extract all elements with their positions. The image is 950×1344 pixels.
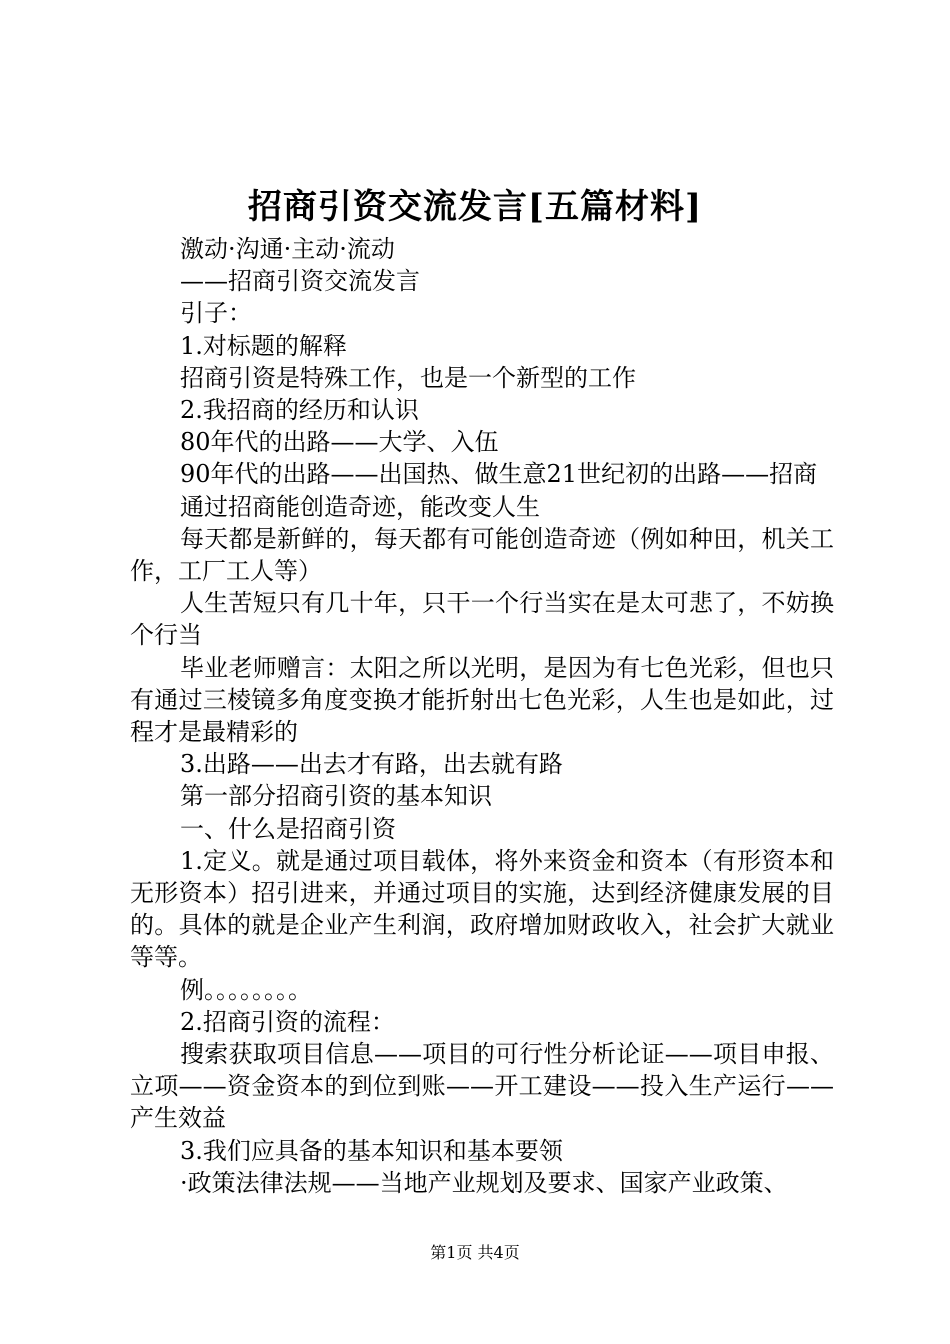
document-title: 招商引资交流发言[五篇材料] [247, 187, 703, 227]
paragraph: 1.定义。就是通过项目载体，将外来资金和资本（有形资本和无形资本）招引进来，并通过项目的实施，达到经济健康发展的目的。具体的就是企业产生利润，政府增加财政收入，社会扩大就业等等。 [130, 846, 834, 972]
paragraph: 1.对标题的解释 [180, 331, 347, 360]
paragraph: 90年代的出路——出国热、做生意21世纪初的出路——招商 [180, 460, 818, 489]
paragraph: 例。。。。。。。。 [180, 975, 312, 1004]
paragraph: 2.我招商的经历和认识 [180, 396, 419, 425]
paragraph: 搜索获取项目信息——项目的可行性分析论证——项目申报、立项——资金资本的到位到账——开工建设——投入生产运行——产生效益 [130, 1040, 834, 1133]
paragraph: 引子： [180, 299, 252, 328]
paragraph: 3.出路——出去才有路，出去就有路 [180, 750, 563, 779]
paragraph: 80年代的出路——大学、入伍 [180, 428, 499, 457]
paragraph: 通过招商能创造奇迹，能改变人生 [180, 492, 540, 521]
paragraph: 人生苦短只有几十年，只干一个行当实在是太可悲了，不妨换个行当 [130, 589, 834, 650]
paragraph: ——招商引资交流发言 [180, 267, 420, 296]
page-number-footer: 第1页 共4页 [430, 1243, 520, 1262]
section-heading: 第一部分招商引资的基本知识 [180, 782, 492, 811]
document-body [130, 233, 834, 1199]
paragraph: 招商引资是特殊工作，也是一个新型的工作 [180, 363, 636, 392]
subsection-heading: 一、什么是招商引资 [180, 814, 396, 843]
paragraph: ·政策法律法规——当地产业规划及要求、国家产业政策、 [180, 1168, 788, 1197]
paragraph: 2.招商引资的流程： [180, 1007, 395, 1036]
paragraph: 每天都是新鲜的，每天都有可能创造奇迹（例如种田，机关工作，工厂工人等） [130, 524, 834, 586]
paragraph: 3.我们应具备的基本知识和基本要领 [180, 1136, 563, 1165]
paragraph: 激动·沟通·主动·流动 [180, 235, 395, 263]
paragraph: 毕业老师赠言：太阳之所以光明，是因为有七色光彩，但也只有通过三棱镜多角度变换才能折射出七色光彩，人生也是如此，过程才是最精彩的 [130, 653, 834, 747]
